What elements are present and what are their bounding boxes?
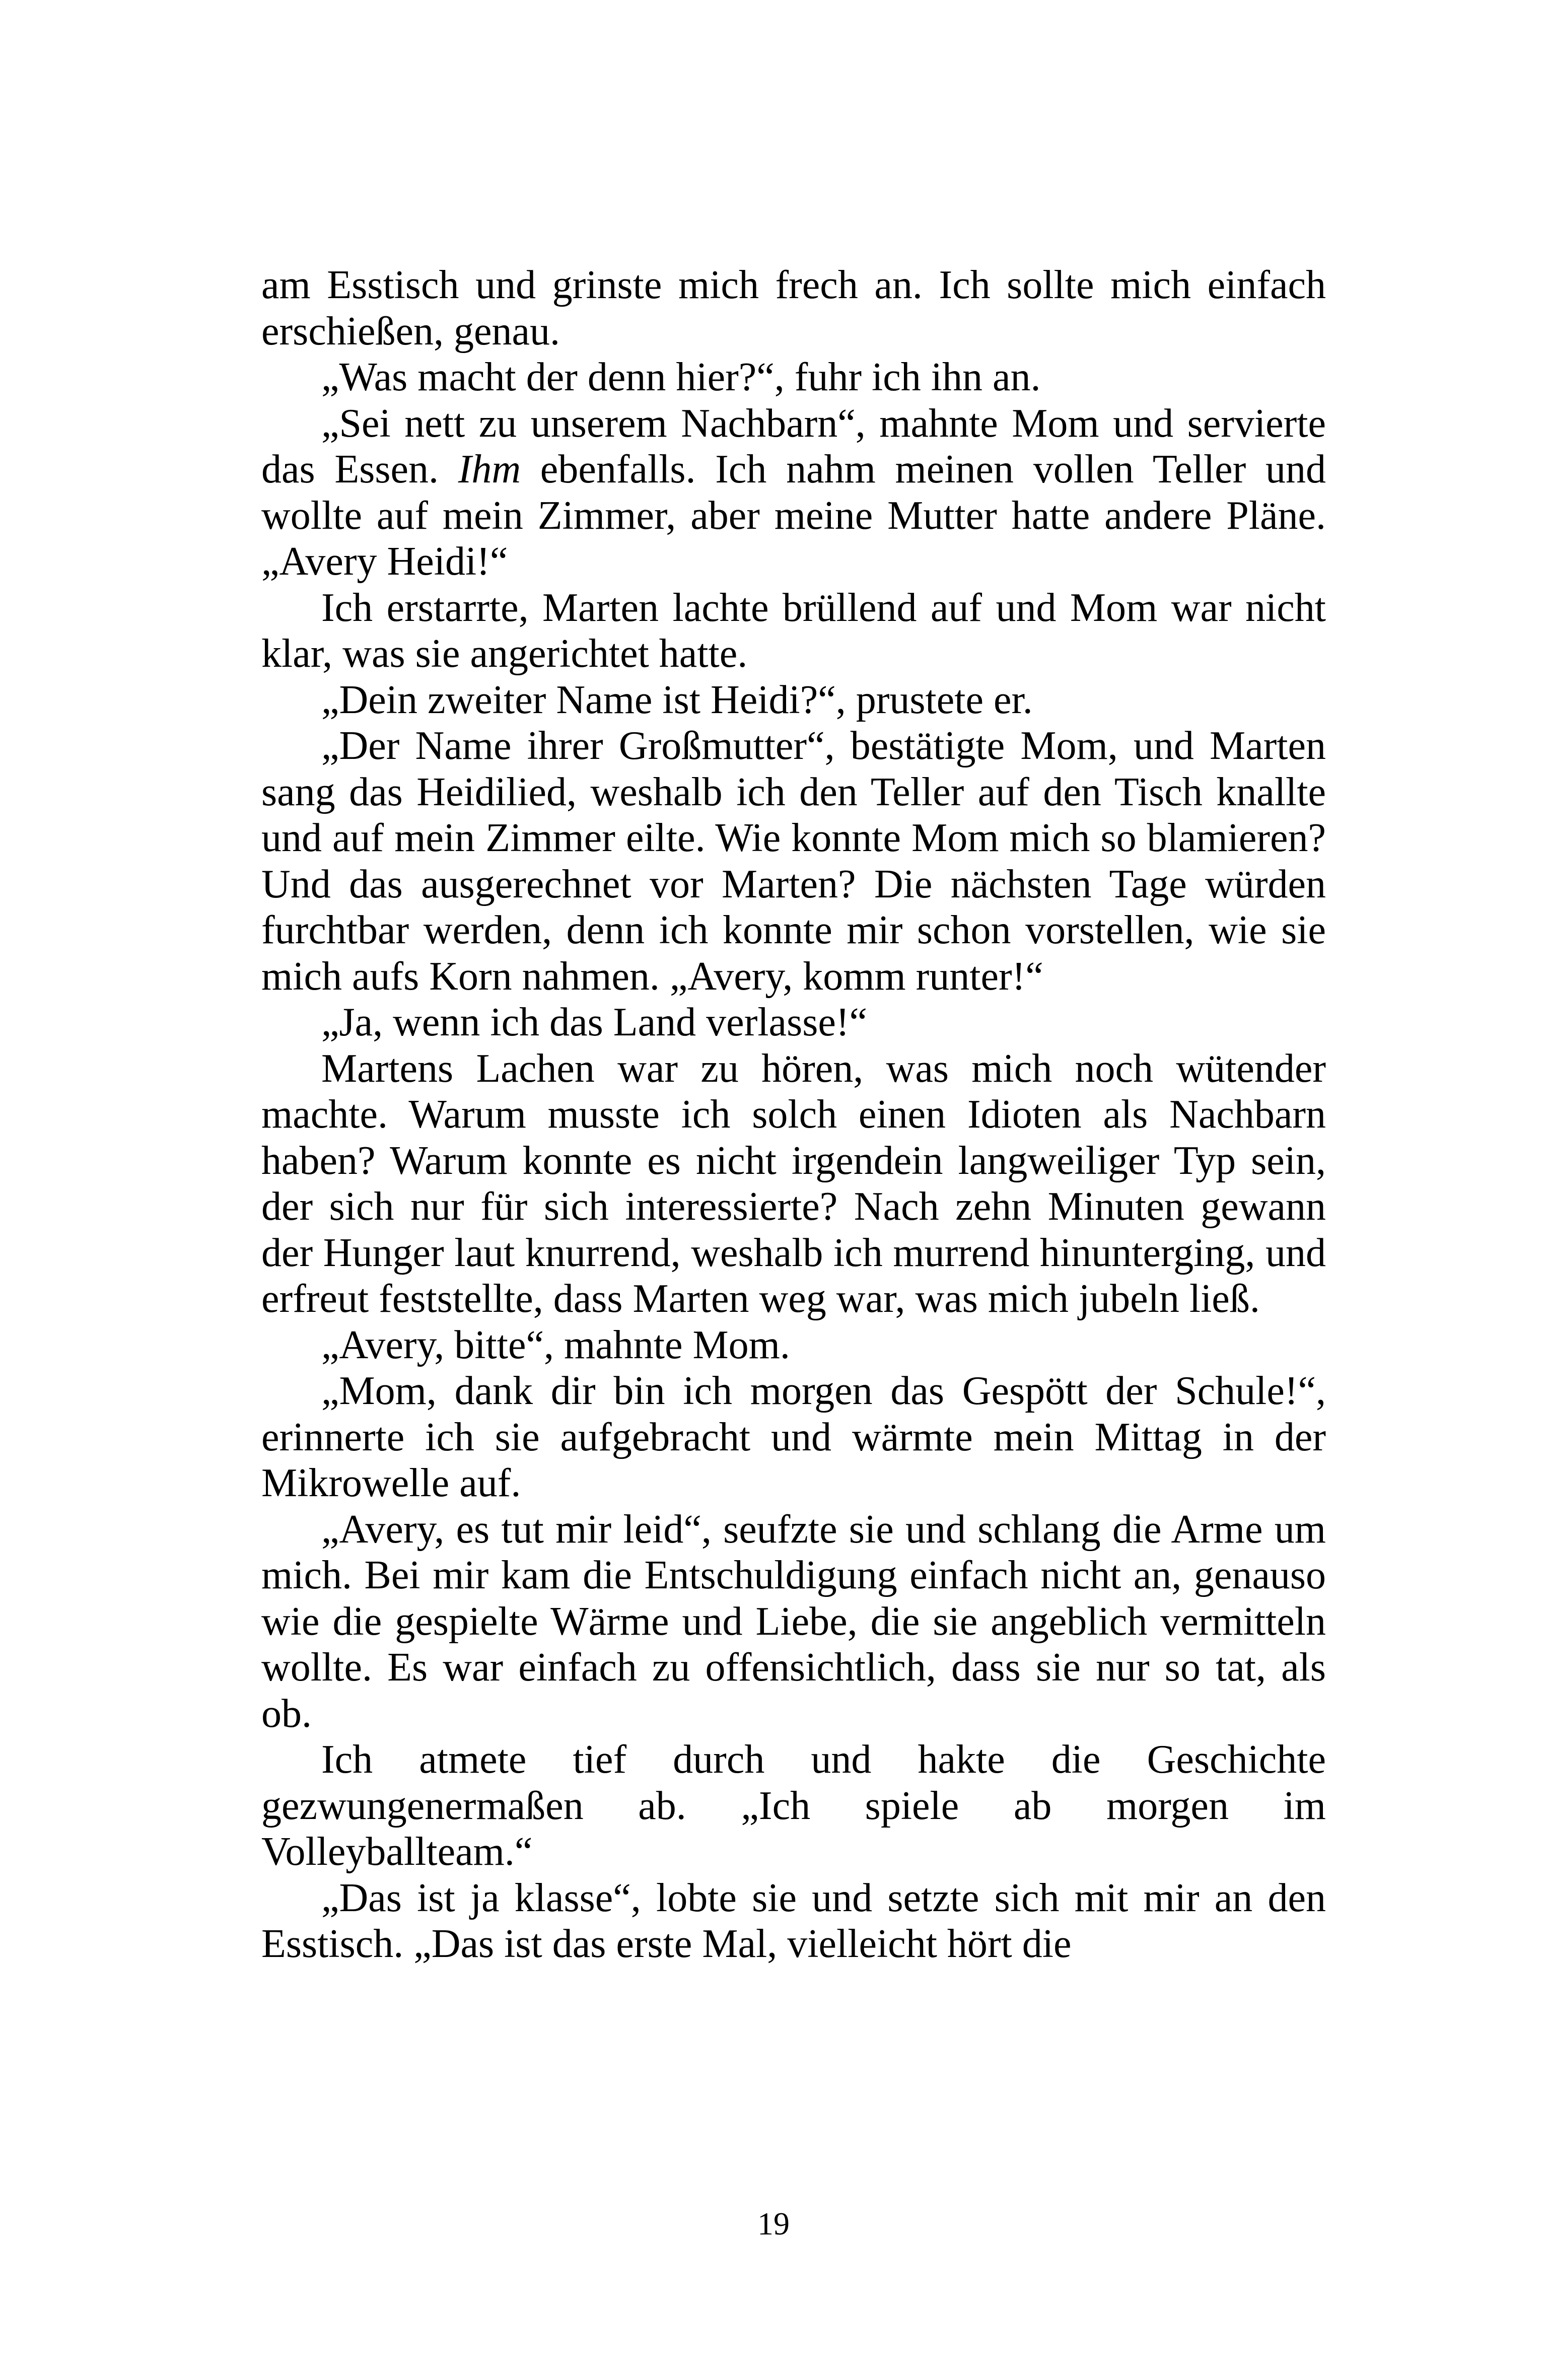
text-run: „Mom, dank dir bin ich morgen das Gespött der Schule!“, erinnerte ich sie aufgebracht und wärmte mein Mittag in der Mikrowelle auf. — [261, 1369, 1326, 1505]
text-run: „Avery, es tut mir leid“, seufzte sie und schlang die Arme um mich. Bei mir kam die Entschuldigung einfach nicht an, genauso wie die gespielte Wärme und Liebe, die sie angeblich vermitteln wollte. Es war einfach zu offensichtlich, dass sie nur so tat, als ob. — [261, 1507, 1326, 1736]
text-run: „Das ist ja klasse“, lobte sie und setzte sich mit mir an den Esstisch. „Das ist das erste Mal, vielleicht hört die — [261, 1875, 1326, 1966]
paragraph — [261, 262, 1326, 355]
paragraph — [261, 1368, 1326, 1507]
text-run: „Ja, wenn ich das Land verlasse!“ — [321, 1000, 867, 1044]
paragraph — [261, 677, 1326, 724]
paragraph — [261, 355, 1326, 401]
paragraph — [261, 723, 1326, 1000]
paragraph — [261, 1046, 1326, 1322]
paragraph — [261, 1507, 1326, 1737]
text-run: „Avery, bitte“, mahnte Mom. — [321, 1322, 790, 1367]
text-run: ebenfalls. Ich nahm meinen vollen Teller und wollte auf mein Zimmer, aber meine Mutter hatte andere Pläne. „Avery Heidi!“ — [261, 447, 1326, 584]
text-run: am Esstisch und grinste mich frech an. Ich sollte mich einfach erschießen, genau. — [261, 263, 1326, 354]
italic-text-run: Ihm — [458, 447, 521, 492]
text-run: „Was macht der denn hier?“, fuhr ich ihn an. — [321, 355, 1041, 399]
text-run: Ich atmete tief durch und hakte die Geschichte gezwungenermaßen ab. „Ich spiele ab morgen im Volleyballteam.“ — [261, 1737, 1326, 1874]
paragraph — [261, 1322, 1326, 1369]
paragraph — [261, 401, 1326, 585]
paragraph — [261, 1000, 1326, 1046]
text-run: „Der Name ihrer Großmutter“, bestätigte Mom, und Marten sang das Heidilied, weshalb ich den Teller auf den Tisch knallte und auf mein Zimmer eilte. Wie konnte Mom mich so blamieren? Und das ausgerechnet vor Marten? Die nächsten Tage würden furchtbar werden, denn ich konnte mir schon vorstellen, wie sie mich aufs Korn nahmen. „Avery, komm runter!“ — [261, 724, 1326, 999]
text-run: Ich erstarrte, Marten lachte brüllend auf und Mom war nicht klar, was sie angerichtet hatte. — [261, 585, 1326, 676]
text-run: „Sei nett zu unserem Nachbarn“, mahnte Mom und servierte das Essen. — [261, 401, 1326, 492]
text-run: Martens Lachen war zu hören, was mich noch wütender machte. Warum musste ich solch einen Idioten als Nachbarn haben? Warum konnte es nicht irgendein langweiliger Typ sein, der sich nur für sich interessierte? Nach zehn Minuten gewann der Hunger laut knurrend, weshalb ich murrend hinunterging, und erfreut feststellte, dass Marten weg war, was mich jubeln ließ. — [261, 1046, 1326, 1321]
paragraph — [261, 585, 1326, 677]
paragraph — [261, 1875, 1326, 1968]
paragraph — [261, 1737, 1326, 1875]
body-text — [261, 262, 1326, 1968]
text-run: „Dein zweiter Name ist Heidi?“, prustete er. — [321, 677, 1033, 722]
page-number: 19 — [757, 2206, 790, 2242]
